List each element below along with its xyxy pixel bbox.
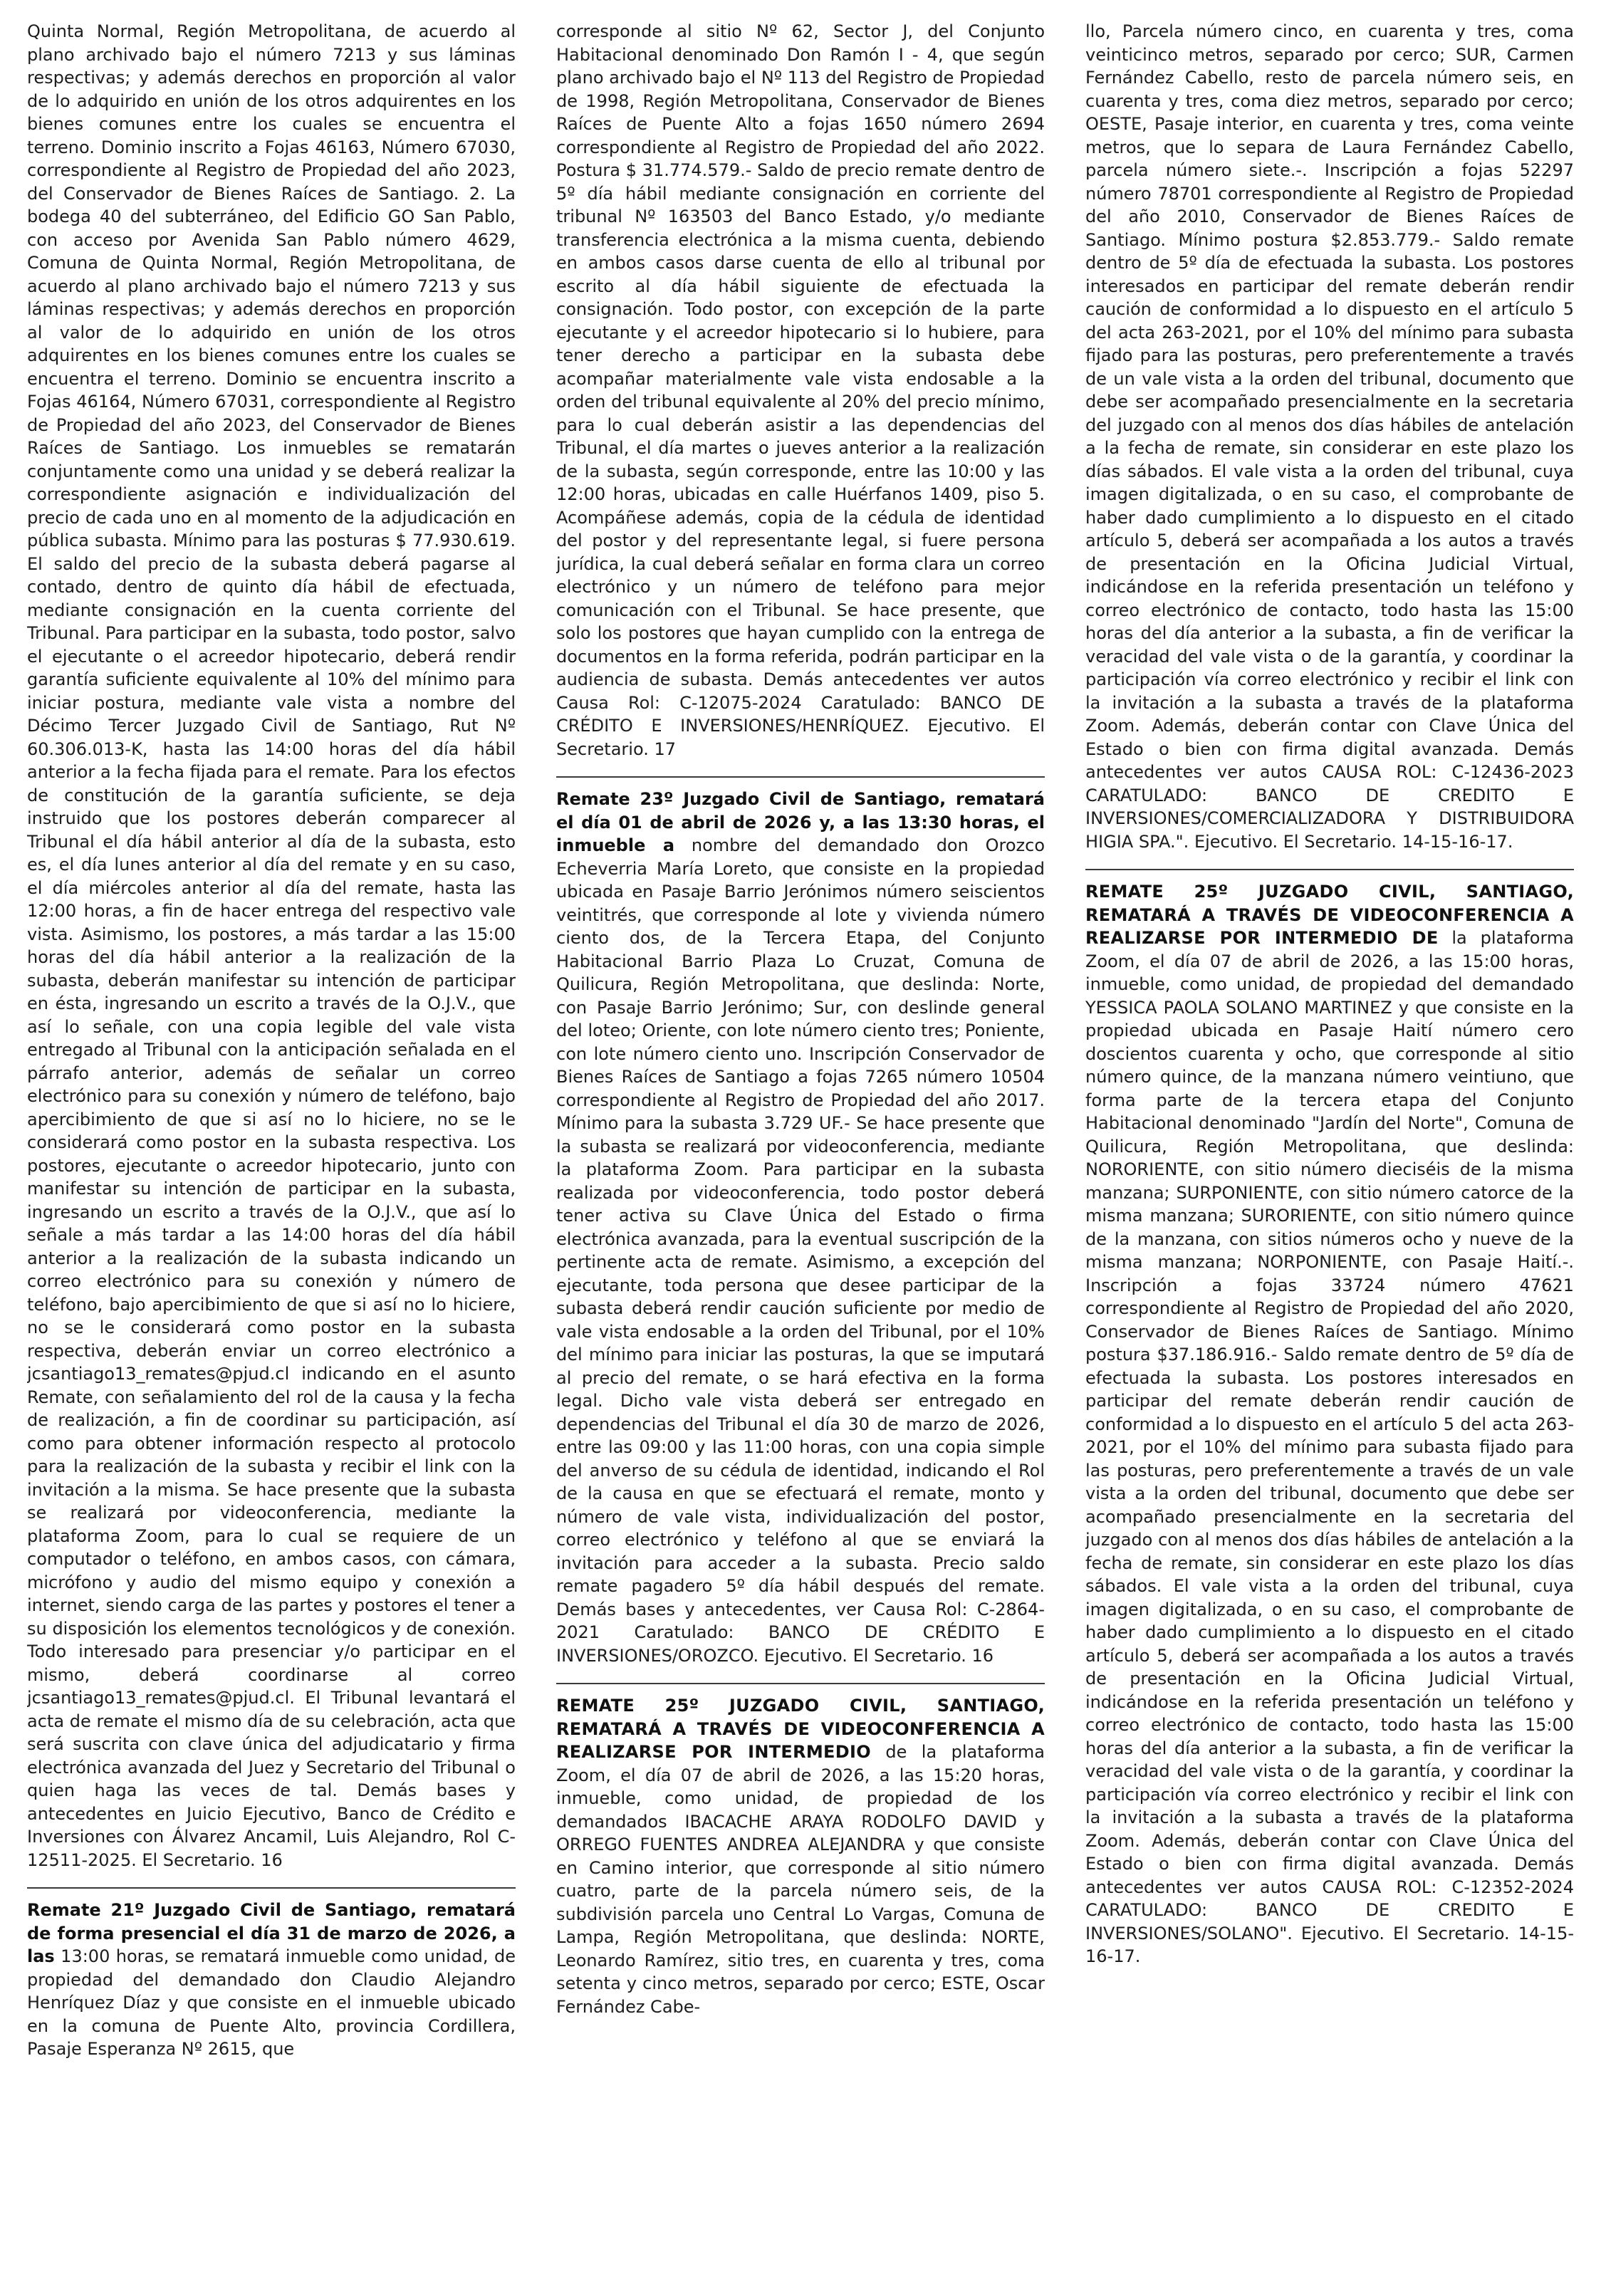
notice-remate-23-juzgado xyxy=(556,788,1045,1667)
notice-heading: Remate 23º Juzgado Civil de Santiago, rematará el día 01 de abril de 2026 y, a las 13:30 horas, el inmueble a xyxy=(556,789,1045,855)
column-3 xyxy=(1085,20,1574,2276)
legal-notices-page xyxy=(27,20,1574,2276)
notice-divider xyxy=(27,1887,516,1889)
notice-divider xyxy=(1085,869,1574,870)
notice-divider xyxy=(556,1683,1045,1684)
notice-body: 13:00 horas, se rematará inmueble como unidad, de propiedad del demandado don Claudio Alejandro Henríquez Díaz y que consiste en el inmueble ubicado en la comuna de Puente Alto, provincia Cordillera, Pasaje Esperanza Nº 2615, que xyxy=(27,1946,516,2059)
notice-continuation xyxy=(27,20,516,1872)
notice-body: llo, Parcela número cinco, en cuarenta y tres, coma veinticinco metros, separado por cerco; SUR, Carmen Fernández Cabello, resto de parcela número seis, en cuarenta y tres, coma diez metros, separado por cerco; OESTE, Pasaje interior, en cuarenta y tres, coma veinte metros, que lo separa de Laura Fernández Cabello, parcela número siete.-. Inscripción a fojas 52297 número 78701 correspondiente al Registro de Propiedad del año 2010, Conservador de Bienes Raíces de Santiago. Mínimo postura $2.853.779.- Saldo remate dentro de 5º día de efectuada la subasta. Los postores interesados en participar del remate deberán rendir caución de conformidad a lo dispuesto en el artículo 5 del acta 263-2021, por el 10% del mínimo para subasta fijado para las posturas, pero preferentemente a través de un vale vista a la orden del tribunal, documento que debe ser acompañado presencialmente en la secretaria del juzgado con al menos dos días hábiles de antelación a la fecha de remate, sin considerar en este plazo los días sábados. El vale vista a la orden del tribunal, cuya imagen digitalizada, o en su caso, el comprobante de haber dado cumplimiento a lo dispuesto en el citado artículo 5, deberá ser acompañada a los autos a través de presentación en la Oficina Judicial Virtual, indicándose en la referida presentación un teléfono y correo electrónico de contacto, todo hasta las 15:00 horas del día anterior a la subasta, a fin de verificar la veracidad del vale vista o de la garantía, y coordinar la participación vía correo electrónico y recibir el link con la invitación a la subasta a través de la plataforma Zoom. Además, deberán contar con Clave Única del Estado o bien con firma digital avanzada. Demás antecedentes ver autos CAUSA ROL: C-12436-2023 CARATULADO: BANCO DE CREDITO E INVERSIONES/COMERCIALIZADORA Y DISTRIBUIDORA HIGIA SPA.". Ejecutivo. El Secretario. 14-15-16-17. xyxy=(1085,21,1574,852)
notice-heading: Remate 21º Juzgado Civil de Santiago, rematará de forma presencial el día 31 de marzo de 2026, a las xyxy=(27,1900,516,1966)
notice-divider xyxy=(556,776,1045,778)
notice-body: Quinta Normal, Región Metropolitana, de acuerdo al plano archivado bajo el número 7213 y sus láminas respectivas; y además derechos en proporción al valor de lo adquirido en unión de los otros adquirentes en los bienes comunes entre los cuales se encuentra el terreno. Dominio inscrito a Fojas 46163, Número 67030, correspondiente al Registro de Propiedad del año 2023, del Conservador de Bienes Raíces de Santiago. 2. La bodega 40 del subterráneo, del Edificio GO San Pablo, con acceso por Avenida San Pablo número 4629, Comuna de Quinta Normal, Región Metropolitana, de acuerdo al plano archivado bajo el número 7213 y sus láminas respectivas; y además derechos en proporción al valor de lo adquirido en unión de los otros adquirentes en los bienes comunes entre los cuales se encuentra el terreno. Dominio se encuentra inscrito a Fojas 46164, Número 67031, correspondiente al Registro de Propiedad del año 2023, del Conservador de Bienes Raíces de Santiago. Los inmuebles se rematarán conjuntamente como una unidad y se deberá realizar la correspondiente asignación e individualización del precio de cada uno en al momento de la adjudicación en pública subasta. Mínimo para las posturas $ 77.930.619. El saldo del precio de la subasta deberá pagarse al contado, dentro de quinto día hábil de efectuada, mediante consignación en la cuenta corriente del Tribunal. Para participar en la subasta, todo postor, salvo el ejecutante o el acreedor hipotecario, deberá rendir garantía suficiente equivalente al 10% del mínimo para iniciar postura, mediante vale vista a nombre del Décimo Tercer Juzgado Civil de Santiago, Rut Nº 60.306.013-K, hasta las 14:00 horas del día hábil anterior a la fecha fijada para el remate. Para los efectos de constitución de la garantía suficiente, se deja instruido que los postores deberán comparecer al Tribunal el día hábil anterior al día de la subasta, esto es, el día lunes anterior al día del remate y en su caso, el día miércoles anterior al día del remate, hasta las 12:00 horas, a fin de hacer entrega del respectivo vale vista. Asimismo, los postores, a más tardar a las 15:00 horas del día hábil anterior a la realización de la subasta, deberán manifestar su intención de participar en ésta, ingresando un escrito a través de la O.J.V., que así lo señale, con una copia legible del vale vista entregado al Tribunal con la anticipación señalada en el párrafo anterior, además de señalar un correo electrónico para su conexión y número de teléfono, bajo apercibimiento de que si así no lo hiciere, no se le considerará como postor en la subasta respectiva. Los postores, ejecutante o acreedor hipotecario, junto con manifestar su intención de participar en la subasta, ingresando un escrito a través de la O.J.V., que así lo señale a más tardar a las 14:00 horas del día hábil anterior a la realización de la subasta indicando un correo electrónico para su conexión y número de teléfono, bajo apercibimiento de que si así no lo hiciere, no se le considerará como postor en la subasta respectiva, deberán enviar un correo electrónico a jcsantiago13_remates@pjud.cl indicando en el asunto Remate, con señalamiento del rol de la causa y la fecha de realización, a fin de coordinar su participación, así como para obtener información respecto al protocolo para la realización de la subasta y recibir el link con la invitación a la misma. Se hace presente que la subasta se realizará por videoconferencia, mediante la plataforma Zoom, para lo cual se requiere de un computador o teléfono, en ambos casos, con cámara, micrófono y audio del mismo equipo y conexión a internet, siendo carga de las partes y postores el tener a su disposición los elementos tecnológicos y de conexión. Todo interesado para presenciar y/o participar en el mismo, deberá coordinarse al correo jcsantiago13_remates@pjud.cl. El Tribunal levantará el acta de remate el mismo día de su celebración, acta que será suscrita con clave única del adjudicatario y firma electrónica avanzada del Juez y Secretario del Tribunal o quien haga las veces de tal. Demás bases y antecedentes en Juicio Ejecutivo, Banco de Crédito e Inversiones con Álvarez Ancamil, Luis Alejandro, Rol C-12511-2025. El Secretario. 16 xyxy=(27,21,516,1870)
notice-body: corresponde al sitio Nº 62, Sector J, del Conjunto Habitacional denominado Don Ramón I - 4, que según plano archivado bajo el Nº 113 del Registro de Propiedad de 1998, Región Metropolitana, Conservador de Bienes Raíces de Puente Alto a fojas 1650 número 2694 correspondiente al Registro de Propiedad del año 2022. Postura $ 31.774.579.- Saldo de precio remate dentro de 5º día hábil mediante consignación en corriente del tribunal Nº 163503 del Banco Estado, y/o mediante transferencia electrónica a la misma cuenta, debiendo en ambos casos darse cuenta de ello al tribunal por escrito al día hábil siguiente de efectuada la consignación. Todo postor, con excepción de la parte ejecutante y el acreedor hipotecario si lo hubiere, para tener derecho a participar en la subasta debe acompañar materialmente vale vista endosable a la orden del tribunal equivalente al 20% del precio mínimo, para lo cual deberán asistir a las dependencias del Tribunal, el día martes o jueves anterior a la realización de la subasta, según corresponde, entre las 10:00 y las 12:00 horas, ubicadas en calle Huérfanos 1409, piso 5. Acompáñese además, copia de la cédula de identidad del postor y del representante legal, si fuere persona jurídica, la cual deberá señalar en forma clara un correo electrónico y un número de teléfono para mejor comunicación con el Tribunal. Se hace presente, que solo los postores que hayan cumplido con la entrega de documentos en la forma referida, podrán participar en la audiencia de subasta. Demás antecedentes ver autos Causa Rol: C-12075-2024 Caratulado: BANCO DE CRÉDITO E INVERSIONES/HENRÍQUEZ. Ejecutivo. El Secretario. 17 xyxy=(556,21,1045,759)
column-2 xyxy=(556,20,1045,2276)
notice-remate-21-juzgado xyxy=(27,1899,516,2061)
column-1 xyxy=(27,20,516,2276)
notice-body: la plataforma Zoom, el día 07 de abril de 2026, a las 15:00 horas, inmueble, como unidad, de propiedad del demandado YESSICA PAOLA SOLANO MARTINEZ y que consiste en la propiedad ubicada en Pasaje Haití número cero doscientos cuarenta y ocho, que corresponde al sitio número quince, de la manzana número veintiuno, que forma parte de la tercera etapa del Conjunto Habitacional denominado "Jardín del Norte", Comuna de Quilicura, Región Metropolitana, que deslinda: NORORIENTE, con sitio número dieciséis de la misma manzana; SURPONIENTE, con sitio número catorce de la misma manzana; SURORIENTE, con sitio número quince de la manzana, con sitios números ocho y nueve de la misma manzana; NORPONIENTE, con Pasaje Haití.-. Inscripción a fojas 33724 número 47621 correspondiente al Registro de Propiedad del año 2020, Conservador de Bienes Raíces de Santiago. Mínimo postura $37.186.916.- Saldo remate dentro de 5º día de efectuada la subasta. Los postores interesados en participar del remate deberán rendir caución de conformidad a lo dispuesto en el artículo 5 del acta 263-2021, por el 10% del mínimo para subasta fijado para las posturas, pero preferentemente a través de un vale vista a la orden del tribunal, documento que debe ser acompañado presencialmente en la secretaria del juzgado con al menos dos días hábiles de antelación a la fecha de remate, sin considerar en este plazo los días sábados. El vale vista a la orden del tribunal, cuya imagen digitalizada, o en su caso, el comprobante de haber dado cumplimiento a lo dispuesto en el citado artículo 5, deberá ser acompañada a los autos a través de presentación en la Oficina Judicial Virtual, indicándose en la referida presentación un teléfono y correo electrónico de contacto, todo hasta las 15:00 horas del día anterior a la subasta, a fin de verificar la veracidad del vale vista o de la garantía, y coordinar la participación vía correo electrónico y recibir el link con la invitación a la subasta a través de la plataforma Zoom. Además, deberán contar con Clave Única del Estado o bien con firma digital avanzada. Demás antecedentes ver autos CAUSA ROL: C-12352-2024 CARATULADO: BANCO DE CREDITO E INVERSIONES/SOLANO". Ejecutivo. El Secretario. 14-15-16-17. xyxy=(1085,928,1574,1966)
notice-continuation xyxy=(1085,20,1574,853)
notice-heading: REMATE 25º JUZGADO CIVIL, SANTIAGO, REMATARÁ A TRAVÉS DE VIDEOCONFERENCIA A REALIZARSE POR INTERMEDIO xyxy=(556,1696,1045,1762)
notice-continuation xyxy=(556,20,1045,761)
notice-body: nombre del demandado don Orozco Echeverria María Loreto, que consiste en la propiedad ubicada en Pasaje Barrio Jerónimos número seiscientos veintitrés, que corresponde al lote y vivienda número ciento dos, de la Tercera Etapa, del Conjunto Habitacional Barrio Plaza Lo Cruzat, Comuna de Quilicura, Región Metropolitana, que deslinda: Norte, con Pasaje Barrio Jerónimo; Sur, con deslinde general del loteo; Oriente, con lote número ciento tres; Poniente, con lote número ciento uno. Inscripción Conservador de Bienes Raíces de Santiago a fojas 7265 número 10504 correspondiente al Registro de Propiedad del año 2017. Mínimo para la subasta 3.729 UF.- Se hace presente que la subasta se realizará por videoconferencia, mediante la plataforma Zoom. Para participar en la subasta realizada por videoconferencia, todo postor deberá tener activa su Clave Única del Estado o firma electrónica avanzada, para la eventual suscripción de la pertinente acta de remate. Asimismo, a excepción del ejecutante, toda persona que desee participar de la subasta deberá rendir caución suficiente por medio de vale vista endosable a la orden del Tribunal, por el 10% del mínimo para iniciar las posturas, la que se imputará al precio del remate, o se hará efectiva en la forma legal. Dicho vale vista deberá ser entregado en dependencias del Tribunal el día 30 de marzo de 2026, entre las 09:00 y las 11:00 horas, con una copia simple del anverso de su cédula de identidad, indicando el Rol de la causa en que se efectuará el remate, monto y número de vale vista, individualización del postor, correo electrónico y teléfono al que se enviará la invitación para acceder a la subasta. Precio saldo remate pagadero 5º día hábil después del remate. Demás bases y antecedentes, ver Causa Rol: C-2864-2021 Caratulado: BANCO DE CRÉDITO E INVERSIONES/OROZCO. Ejecutivo. El Secretario. 16 xyxy=(556,835,1045,1666)
notice-heading: REMATE 25º JUZGADO CIVIL, SANTIAGO, REMATARÁ A TRAVÉS DE VIDEOCONFERENCIA A REALIZARSE POR INTERMEDIO DE xyxy=(1085,882,1574,948)
notice-remate-25-juzgado-ibacache xyxy=(556,1694,1045,2018)
notice-remate-25-juzgado-solano xyxy=(1085,880,1574,1968)
notice-body: de la plataforma Zoom, el día 07 de abril de 2026, a las 15:20 horas, inmueble, como unidad, de propiedad de los demandados IBACACHE ARAYA RODOLFO DAVID y ORREGO FUENTES ANDREA ALEJANDRA y que consiste en Camino interior, que corresponde al sitio número cuatro, parte de la parcela número seis, de la subdivisión parcela uno Central Lo Vargas, Comuna de Lampa, Región Metropolitana, que deslinda: NORTE, Leonardo Ramírez, sitio tres, en cuarenta y tres, coma setenta y cinco metros, separado por cerco; ESTE, Oscar Fernández Cabe- xyxy=(556,1742,1045,2017)
